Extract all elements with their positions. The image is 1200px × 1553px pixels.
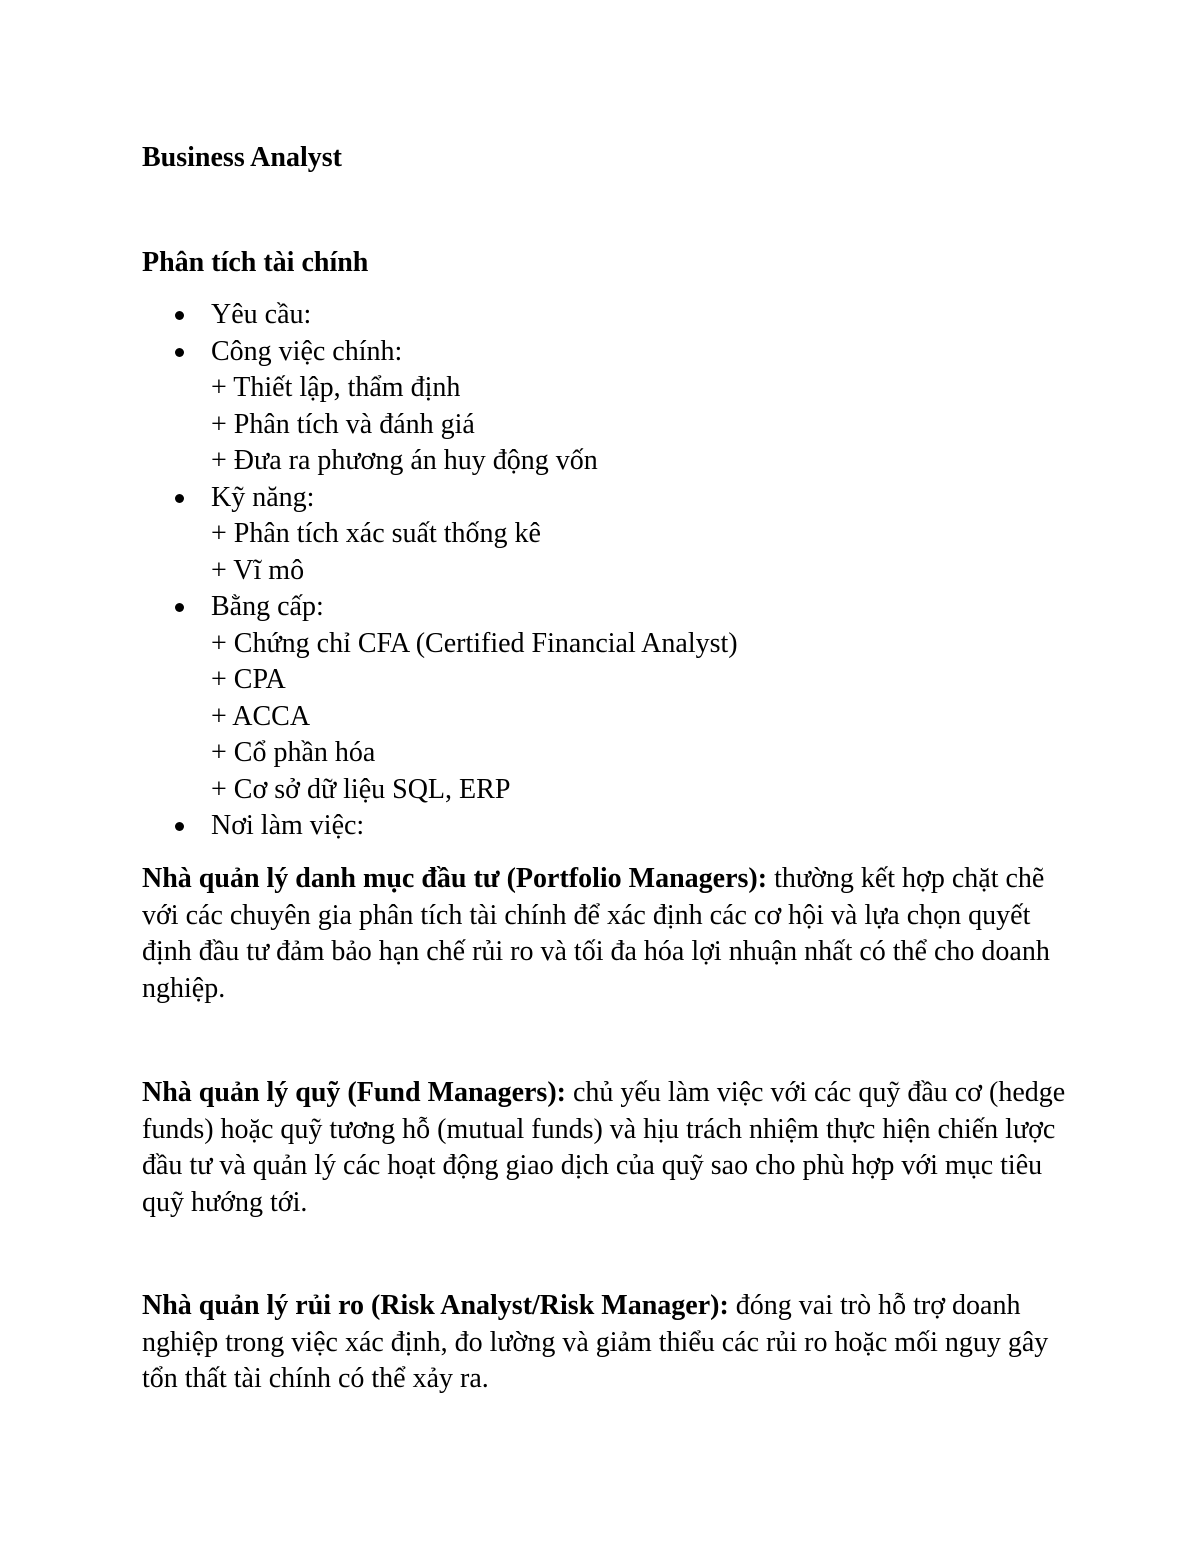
section-heading: Phân tích tài chính [142,247,369,278]
paragraph-text: đóng vai trò hỗ trợ doanh nghiệp trong việc xác định, đo lường và giảm thiểu các rủi ro hoặc mối nguy gây tổn thất tài chính có thể xảy ra. [142,1290,1049,1394]
paragraph-portfolio-managers [142,861,1072,1007]
sub-item: + Phân tích và đánh giá [211,408,475,440]
bullet-label: Yêu cầu: [211,299,312,330]
list-item [142,589,1102,808]
bullet-label: Công việc chính: [211,335,403,367]
bullet-icon [175,822,184,831]
paragraph-fund-managers [142,1075,1072,1221]
paragraph-risk-managers [142,1288,1072,1398]
list-item [142,297,1102,334]
bullet-icon [175,603,184,612]
document-title: Business Analyst [142,142,342,173]
sub-item: + Chứng chỉ CFA (Certified Financial Analyst) [211,627,738,659]
sub-item: + Cơ sở dữ liệu SQL, ERP [211,773,511,805]
bullet-icon [175,494,184,503]
paragraph-term: Nhà quản lý quỹ (Fund Managers): [142,1077,566,1108]
paragraph-text: chủ yếu làm việc với các quỹ đầu cơ (hedge funds) hoặc quỹ tương hỗ (mutual funds) và hịu trách nhiệm thực hiện chiến lược đầu tư và quản lý các hoạt động giao dịch của quỹ sao cho phù hợp với mục tiêu quỹ hướng tới. [142,1077,1066,1218]
bullet-label: Kỹ năng: [211,481,315,513]
paragraph-term: Nhà quản lý danh mục đầu tư (Portfolio Managers): [142,863,768,894]
paragraph-term: Nhà quản lý rủi ro (Risk Analyst/Risk Manager): [142,1290,729,1321]
list-item [142,808,1102,845]
bullet-label: Nơi làm việc: [211,810,365,841]
bullet-icon [175,311,184,320]
sub-item: + Vĩ mô [211,554,305,586]
list-item [142,334,1102,480]
sub-item: + Cổ phần hóa [211,737,376,768]
list-item [142,480,1102,590]
sub-item: + ACCA [211,700,311,732]
sub-item: + CPA [211,664,286,695]
sub-item: + Thiết lập, thẩm định [211,372,461,403]
paragraph-text: thường kết hợp chặt chẽ với các chuyên gia phân tích tài chính để xác định các cơ hội và lựa chọn quyết định đầu tư đảm bảo hạn chế rủi ro và tối đa hóa lợi nhuận nhất có thể cho doanh nghiệp. [142,863,1050,1004]
sub-item: + Đưa ra phương án huy động vốn [211,445,598,476]
bullet-label: Bằng cấp: [211,591,324,622]
sub-item: + Phân tích xác suất thống kê [211,518,541,549]
bullet-list [142,297,1102,845]
bullet-icon [175,348,184,357]
